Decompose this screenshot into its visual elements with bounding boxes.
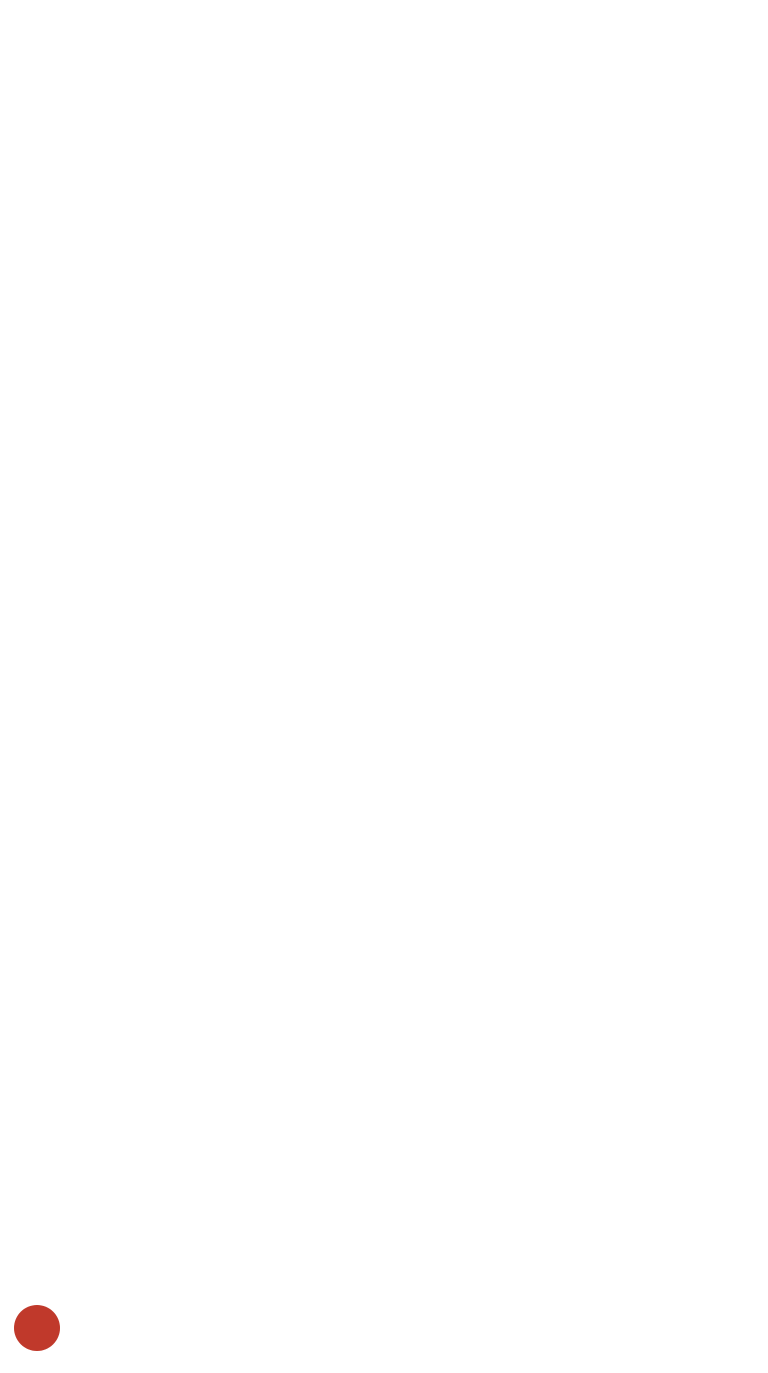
footer	[0, 1339, 768, 1373]
brand-logo	[14, 1305, 60, 1351]
page-title	[0, 0, 768, 28]
